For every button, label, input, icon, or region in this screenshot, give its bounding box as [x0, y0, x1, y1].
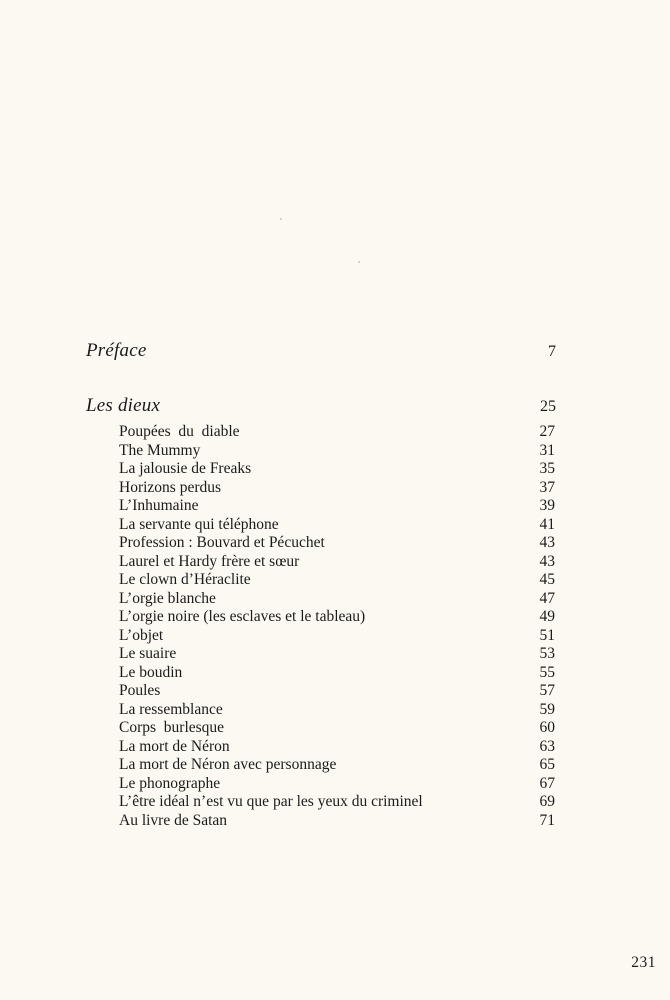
toc-entry-page: 51 — [539, 626, 555, 644]
toc-entry-page: 41 — [539, 515, 555, 533]
toc-entry — [119, 608, 555, 627]
toc-entry — [119, 664, 555, 683]
toc-entry-page: 43 — [539, 534, 555, 551]
toc-entry-page: 57 — [539, 682, 555, 699]
toc-entry-page: 31 — [539, 441, 555, 459]
toc-entry-title: La servante qui téléphone — [119, 515, 279, 533]
page-number: 231 — [631, 954, 656, 971]
toc-entry-title: Le boudin — [119, 663, 183, 681]
toc-entry — [119, 553, 555, 572]
toc-entry-page: 63 — [539, 737, 555, 755]
toc-entry-page: 71 — [539, 811, 555, 829]
paper-speck — [280, 218, 282, 220]
toc-entry — [119, 812, 555, 831]
toc-section-page: 25 — [540, 398, 556, 415]
toc-preface-title: Préface — [86, 340, 147, 361]
toc-entry-title: L’être idéal n’est vu que par les yeux du criminel — [119, 793, 423, 810]
toc-entry-page: 49 — [539, 608, 555, 625]
toc-entry-page: 43 — [539, 552, 555, 570]
toc-entry-page: 35 — [539, 460, 555, 477]
toc-entry-title: La ressemblance — [119, 700, 223, 718]
toc-entry-title: Poupées du diable — [119, 423, 240, 440]
toc-entry — [119, 442, 555, 461]
toc-entry-title: L’orgie noire (les esclaves et le tableau) — [119, 608, 366, 625]
toc-entry-title: L’objet — [119, 626, 164, 644]
toc-preface-page: 7 — [548, 343, 556, 360]
toc-entry-page: 65 — [539, 756, 555, 773]
toc-entry — [119, 460, 555, 479]
toc-entry — [119, 719, 555, 738]
toc-entry — [119, 479, 555, 498]
toc-entry — [119, 423, 555, 442]
paper-speck — [358, 261, 360, 263]
toc-entry-title: Profession : Bouvard et Pécuchet — [119, 534, 325, 551]
toc-entry-list — [119, 423, 555, 830]
toc-entry — [119, 497, 555, 516]
toc-entry-page: 69 — [539, 793, 555, 810]
toc-entry — [119, 516, 555, 535]
toc-entry-page: 45 — [539, 571, 555, 588]
toc-entry-title: Horizons perdus — [119, 478, 222, 496]
toc-entry — [119, 682, 555, 701]
toc-section-row — [86, 395, 556, 417]
toc-entry-title: L’orgie blanche — [119, 589, 216, 607]
toc-entry — [119, 571, 555, 590]
toc-entry — [119, 590, 555, 609]
toc-entry-title: Poules — [119, 682, 161, 699]
toc-entry — [119, 645, 555, 664]
toc-entry-title: Corps burlesque — [119, 719, 225, 736]
toc-entry-title: Le clown d’Héraclite — [119, 571, 251, 588]
toc-entry-title: Le suaire — [119, 645, 177, 662]
toc-entry — [119, 738, 555, 757]
toc-entry-page: 67 — [539, 774, 555, 792]
toc-entry-title: La mort de Néron avec personnage — [119, 756, 337, 773]
toc-entry — [119, 534, 555, 553]
toc-entry-page: 27 — [539, 423, 555, 440]
toc-entry — [119, 793, 555, 812]
toc-entry-title: L’Inhumaine — [119, 497, 199, 514]
toc-entry-page: 53 — [539, 645, 555, 662]
toc-preface-row — [86, 340, 556, 362]
toc-entry-title: La mort de Néron — [119, 737, 230, 755]
toc-entry-title: Laurel et Hardy frère et sœur — [119, 552, 300, 570]
toc-entry-page: 55 — [539, 663, 555, 681]
toc-entry-title: La jalousie de Freaks — [119, 460, 252, 477]
toc-entry-page: 39 — [539, 497, 555, 514]
toc-entry — [119, 701, 555, 720]
toc-entry-title: The Mummy — [119, 441, 201, 459]
toc-entry-title: Le phonographe — [119, 774, 221, 792]
toc-entry-page: 59 — [539, 700, 555, 718]
toc-entry-title: Au livre de Satan — [119, 811, 228, 829]
toc-entry-page: 47 — [539, 589, 555, 607]
toc-entry-page: 60 — [539, 719, 555, 736]
toc-entry — [119, 627, 555, 646]
toc-entry-page: 37 — [539, 478, 555, 496]
toc-section-title: Les dieux — [86, 395, 161, 416]
toc-entry — [119, 756, 555, 775]
toc-entry — [119, 775, 555, 794]
